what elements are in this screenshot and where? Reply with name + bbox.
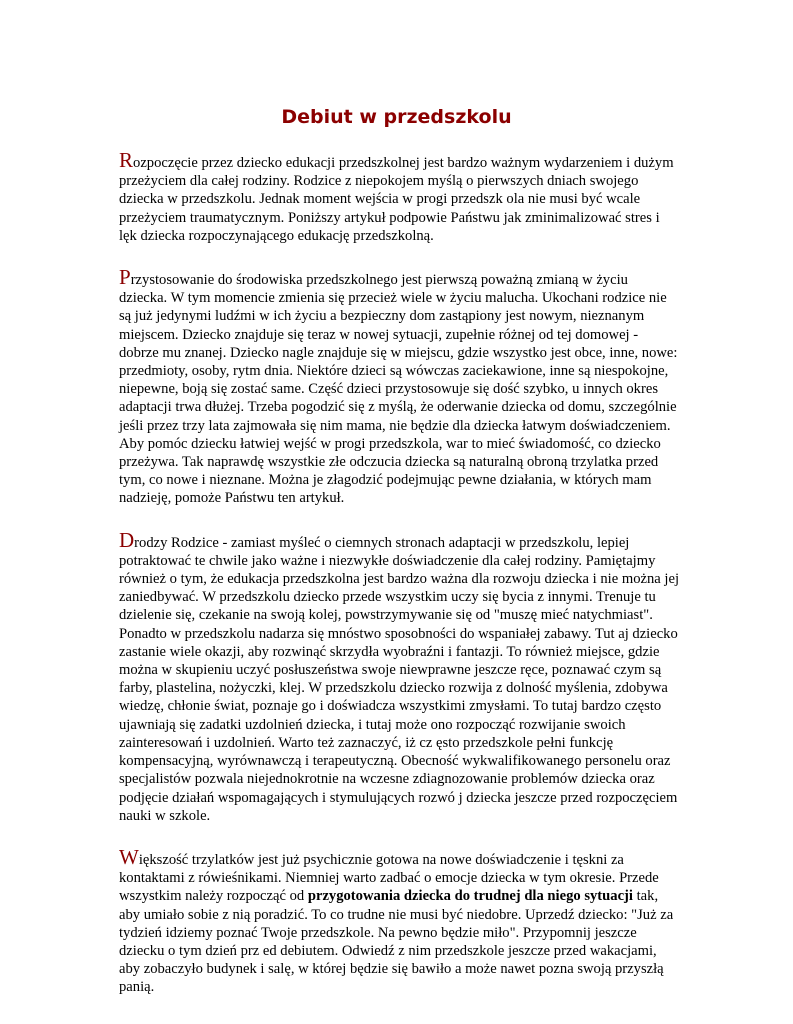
paragraph-text: rodzy Rodzice - zamiast myśleć o ciemnych stronach adaptacji w przedszkolu, lepiej potraktować te chwile jako ważne i niezwykłe doświadczenie dla całej rodziny. Pamiętajmy również o tym, że edukacja przedszkolna jest bardzo ważna dla rozwoju dziecka i nie można jej zaniedbywać. W przedszkolu dziecko przede wszystkim uczy się bycia z innymi. Trenuje tu dzielenie się, czekanie na swoją kolej, powstrzymywanie się od "muszę mieć natychmiast". Ponadto w przedszkolu nadarza się mnóstwo sposobności do wspaniałej zabawy. Tut aj dziecko zastanie wiele okazji, aby rozwinąć skrzydła wyobraźni i fantazji. To również miejsce, gdzie można w skupieniu uczyć posłuszeństwa swoje niewprawne jeszcze ręce, poznawać czym są farby, plastelina, nożyczki, klej. W przedszkolu dziecko rozwija z dolność myślenia, zdobywa wiedzę, chłonie świat, poznaje go i doświadcza wszystkimi zmysłami. To tutaj bardzo często ujawniają się zadatki uzdolnień dziecka, i tutaj może ono rozpocząć rozwijanie swoich zainteresowań i uzdolnień. Warto też zaznaczyć, iż cz ęsto przedszkole pełni funkcję kompensacyjną, wyrównawczą i terapeutyczną. Obecność wykwalifikowanego personelu oraz specjalistów pozwala niejednokrotnie na wczesne zdiagnozowanie problemów dziecka oraz podjęcie działań wspomagających i stymulujących rozwó j dziecka jeszcze przed rozpoczęciem nauki w szkole. (119, 534, 679, 824)
paragraph (119, 267, 679, 508)
article-body (119, 150, 679, 1019)
paragraph (119, 844, 679, 997)
page-title: Debiut w przedszkolu (281, 106, 512, 128)
paragraph-text: tak, aby umiało sobie z nią poradzić. To co trudne nie musi być niedobre. Uprzedź dziecko: "Już za tydzień idziemy poznać Twoje przedszkole. Na pewno będzie miło". Przypomnij jeszcze dziecku o tym dzień prz ed debiutem. Odwiedź z nim przedszkole jeszcze przed wakacjami, aby zobaczyło budynek i salę, w której będzie się bawiło a może nawet pozna swoją przyszłą panią. (119, 888, 674, 996)
drop-cap: D (119, 527, 135, 552)
drop-cap: W (119, 844, 139, 869)
drop-cap: P (119, 265, 131, 290)
paragraph-text: ozpoczęcie przez dziecko edukacji przedszkolnej jest bardzo ważnym wydarzeniem i dużym przeżyciem dla całej rodziny. Rodzice z niepokojem myślą o pierwszych dniach swojego dziecka w przedszkolu. Jednak moment wejścia w progi przedszk ola nie musi być wcale przeżyciem traumatycznym. Poniższy artykuł podpowie Państwu jak zminimalizować stres i lęk dziecka rozpoczynającego edukację przedszkolną. (119, 155, 674, 244)
paragraph (119, 527, 679, 825)
paragraph-text: rzystosowanie do środowiska przedszkolnego jest pierwszą poważną zmianą w życiu dziecka. W tym momencie zmienia się przecież wiele w życiu malucha. Ukochani rodzice nie są już jedynymi ludźmi w ich życiu a bezpieczny dom zastąpiony jest nowym, nieznanym miejscem. Dziecko znajduje się teraz w nowej sytuacji, zupełnie różnej od tej domowej - dobrze mu znanej. Dziecko nagle znajduje się w miejscu, gdzie wszystko jest obce, inne, nowe: przedmioty, osoby, rytm dnia. Niektóre dzieci są wówczas zaciekawione, inne są niespokojne, niepewne, boją się zostać same. Część dzieci przystosowuje się dość szybko, u innych okres adaptacji trwa dłużej. Trzeba pogodzić się z myślą, że oderwanie dziecka od domu, szczególnie jeśli przez trzy lata zajmowała się nim mama, nie będzie dla dziecka łatwym doświadczeniem. Aby pomóc dziecku łatwiej wejść w progi przedszkola, war to mieć świadomość, co dziecko przeżywa. Tak naprawdę wszystkie złe odczucia dziecka są naturalną obroną trzylatka przed tym, co nowe i nieznane. Można je złagodzić podejmując pewne działania, w których mam nadzieję, pomoże Państwu ten artykuł. (119, 272, 678, 507)
bold-phrase: przygotowania dziecka do trudnej dla niego sytuacji (307, 888, 633, 905)
paragraph-text: iększość trzylatków jest już psychicznie gotowa na nowe doświadczenie i tęskni za kontaktami z rówieśnikami. Niemniej warto zadbać o emocje dziecka w tym okresie. Przede wszystkim należy rozpocząć od (119, 851, 659, 905)
drop-cap: R (119, 148, 134, 172)
paragraph (119, 150, 679, 245)
